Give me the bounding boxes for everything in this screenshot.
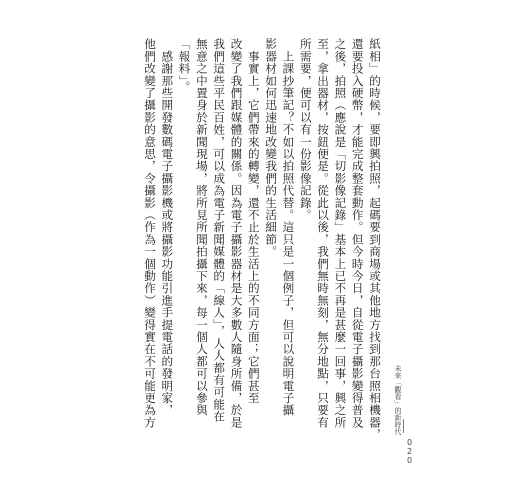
- text-column: 感謝那些開發數碼電子攝影機或將攝影功能引進手提電話的發明家，: [160, 38, 175, 417]
- text-column: 他們改變了攝影的意思，令攝影（作為一個動作）變得實在不可能更為方: [143, 38, 157, 429]
- text-column: 之後，拍照（應說是「切影像記錄」基本上已不再是甚麼一回事，興之所: [333, 38, 348, 429]
- text-column: 我們這些平民百姓，可以成為電子新聞媒體的「線人」，人人都有可能在: [212, 38, 227, 423]
- running-head: 未來「觀看」的新時代: [394, 365, 402, 435]
- body-text: [142, 38, 382, 446]
- running-head-rule: [403, 419, 404, 433]
- text-column: 無意之中置身於新聞現場，將所見所聞拍攝下來，每一個人都可以參與: [194, 38, 209, 417]
- text-column: 還要投入硬幣，才能完成整套動作。但今時今日，自從電子攝影變得普及: [350, 38, 365, 429]
- text-column: 上課抄筆記？不如以拍照代替。這只是一個例子，但可以說明電子攝: [281, 38, 296, 417]
- text-column: 至，拿出器材，按鈕便是。從此以後，我們無時無刻，無分地點，只要有: [316, 38, 331, 429]
- text-column: 影器材如何迅速地改變我們的生活細節。: [264, 38, 279, 258]
- text-column: 紙相」的時候，要即興拍照，起碼要到商場或其他地方找到那台照相機器，: [368, 38, 382, 441]
- text-column: 「報料」。: [177, 38, 192, 94]
- page-number: 020: [405, 438, 414, 465]
- text-column: 所需要，便可以有一份影像記錄。: [298, 38, 313, 221]
- text-column: 事實上，它們帶來的轉變，還不止於生活上的不同方面；它們甚至: [246, 38, 261, 404]
- text-column: 改變了我們跟媒體的關係。因為電子攝影器材是大多數人隨身所備，於是: [229, 38, 244, 429]
